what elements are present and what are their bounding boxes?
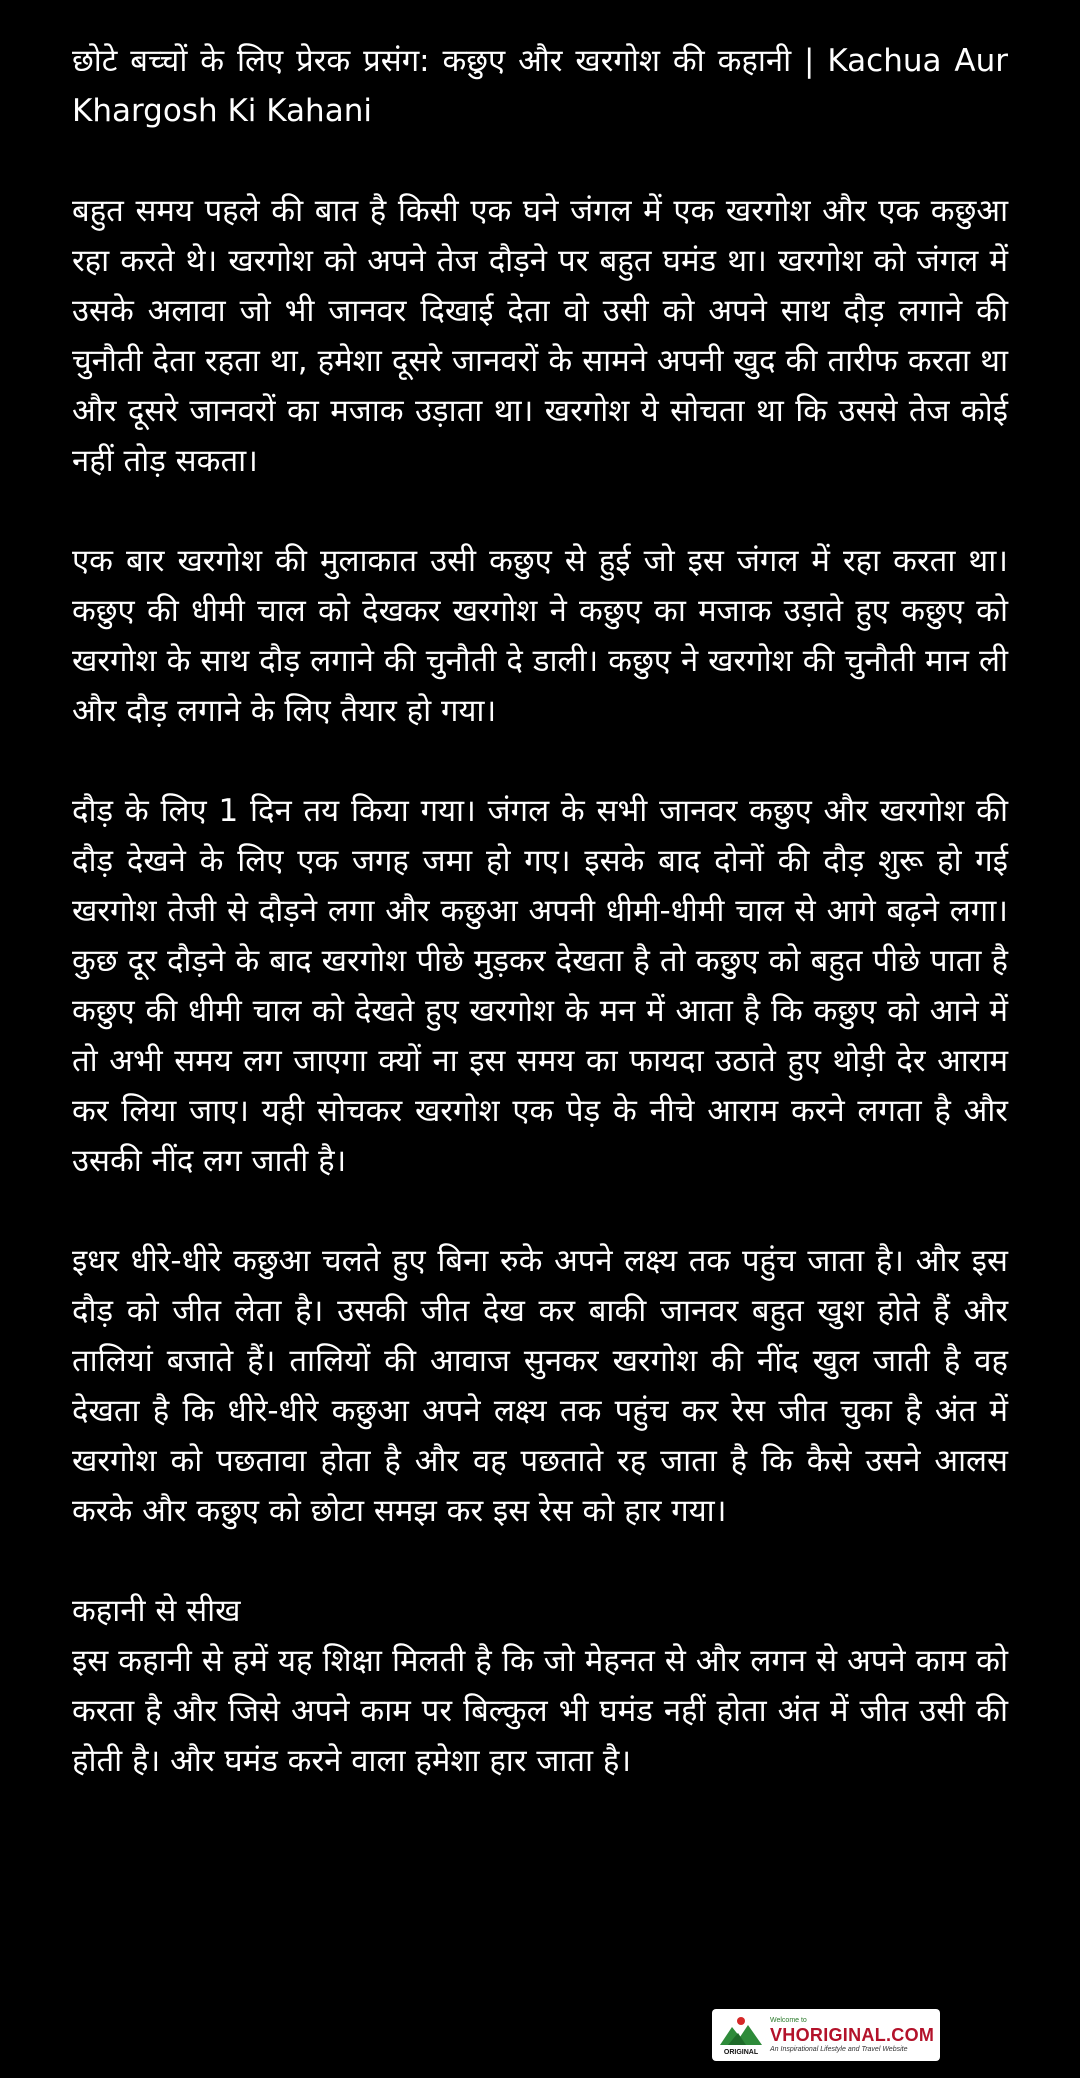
story-paragraph-1: बहुत समय पहले की बात है किसी एक घने जंगल में एक खरगोश और एक कछुआ रहा करते थे। खरगोश को अपने तेज दौड़ने पर बहुत घमंड था। खरगोश को जंगल में उसके अलावा जो भी जानवर दिखाई देता वो उसी को अपने साथ दौड़ लगाने की चुनौती देता रहता था, हमेशा दूसरे जानवरों के सामने अपनी खुद की तारीफ करता था और दूसरे जानवरों का मजाक उड़ाता था। खरगोश ये सोचता था कि उससे तेज कोई नहीं तोड़ सकता। <box>72 193 1008 479</box>
story-paragraph-2: एक बार खरगोश की मुलाकात उसी कछुए से हुई जो इस जंगल में रहा करता था। कछुए की धीमी चाल को देखकर खरगोश ने कछुए का मजाक उड़ाते हुए कछुए को खरगोश के साथ दौड़ लगाने की चुनौती दे डाली। कछुए ने खरगोश की चुनौती मान ली और दौड़ लगाने के लिए तैयार हो गया। <box>72 543 1008 729</box>
story-paragraph-3: दौड़ के लिए 1 दिन तय किया गया। जंगल के सभी जानवर कछुए और खरगोश की दौड़ देखने के लिए एक जगह जमा हो गए। इसके बाद दोनों की दौड़ शुरू हो गई खरगोश तेजी से दौड़ने लगा और कछुआ अपनी धीमी-धीमी चाल से आगे बढ़ने लगा। कुछ दूर दौड़ने के बाद खरगोश पीछे मुड़कर देखता है तो कछुए को बहुत पीछे पाता है कछुए की धीमी चाल को देखते हुए खरगोश के मन में आता है कि कछुए को आने में तो अभी समय लग जाएगा क्यों ना इस समय का फायदा उठाते हुए थोड़ी देर आराम कर लिया जाए। यही सोचकर खरगोश एक पेड़ के नीचे आराम करने लगता है और उसकी नींद लग जाती है। <box>72 793 1008 1179</box>
logo-label: ORIGINAL <box>723 2049 759 2056</box>
watermark-tagline: An Inspirational Lifestyle and Travel Website <box>770 2046 908 2053</box>
article-title: छोटे बच्चों के लिए प्रेरक प्रसंग: कछुए और खरगोश की कहानी | Kachua Aur Khargosh Ki Kahani <box>72 43 1008 129</box>
moral-text: इस कहानी से हमें यह शिक्षा मिलती है कि जो मेहनत से और लगन से अपने काम को करता है और जिसे अपने काम पर बिल्कुल भी घमंड नहीं होता अंत में जीत उसी की होती है। और घमंड करने वाला हमेशा हार जाता है। <box>72 1643 1008 1779</box>
watermark-welcome: Welcome to <box>770 2017 807 2024</box>
site-watermark <box>712 2009 940 2061</box>
mountain-logo-icon <box>718 2013 764 2057</box>
story-paragraph-4: इधर धीरे-धीरे कछुआ चलते हुए बिना रुके अपने लक्ष्य तक पहुंच जाता है। और इस दौड़ को जीत लेता है। उसकी जीत देख कर बाकी जानवर बहुत खुश होते हैं और तालियां बजाते हैं। तालियों की आवाज सुनकर खरगोश की नींद खुल जाती है वह देखता है कि धीरे-धीरे कछुआ अपने लक्ष्य तक पहुंच कर रेस जीत चुका है अंत में खरगोश को पछतावा होता है और वह पछताते रह जाता है कि कैसे उसने आलस करके और कछुए को छोटा समझ कर इस रेस को हार गया। <box>72 1243 1008 1529</box>
watermark-site-name: VHORIGINAL.COM <box>770 2025 935 2045</box>
moral-heading: कहानी से सीख <box>72 1593 241 1629</box>
watermark-text <box>770 2016 934 2054</box>
article <box>72 36 1008 1786</box>
